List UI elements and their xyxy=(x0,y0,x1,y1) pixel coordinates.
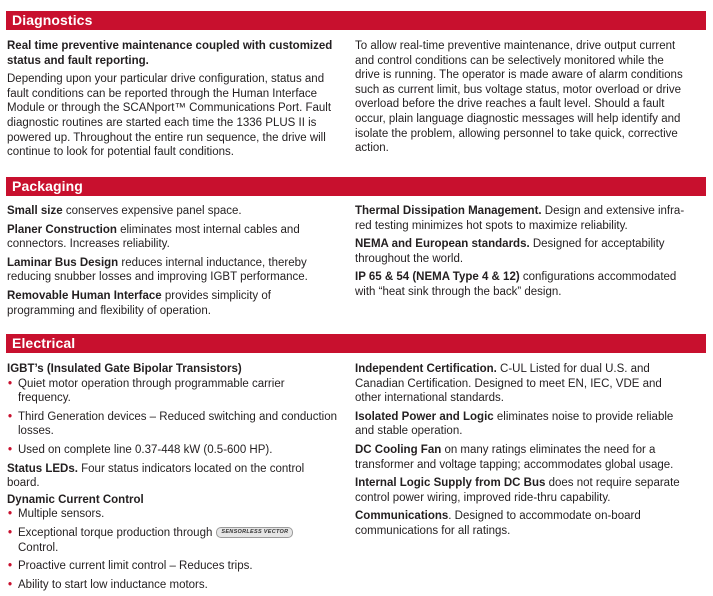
list-item xyxy=(7,578,337,593)
packaging-item xyxy=(7,204,337,219)
packaging-text: Designed for acceptability throughout the world. xyxy=(355,238,665,265)
list-item xyxy=(7,443,337,458)
packaging-term: IP 65 & 54 (NEMA Type 4 & 12) xyxy=(355,271,520,284)
diagnostics-lead: Real time preventive maintenance coupled with customized status and fault reporting. xyxy=(7,40,333,67)
section-header-diagnostics: Diagnostics xyxy=(6,11,706,30)
electrical-term: Communications xyxy=(355,510,449,523)
bullet-text: Exceptional torque production through xyxy=(18,526,213,539)
packaging-item xyxy=(355,237,690,266)
electrical-item xyxy=(355,443,690,472)
diagnostics-left-body: Depending upon your particular drive configuration, status and fault conditions can be reported through the Human Interface Module or through the SCANport™ Communications Port. Fault diagnostic routines are started each time the 1336 PLUS II is powered up. Throughout the entire run sequence, the drive will continue to look for potential fault conditions. xyxy=(7,73,332,159)
electrical-item xyxy=(355,476,690,505)
section-header-packaging: Packaging xyxy=(6,177,706,196)
electrical-term: Internal Logic Supply from DC Bus xyxy=(355,477,546,490)
electrical-term: DC Cooling Fan xyxy=(355,443,442,456)
list-item xyxy=(7,559,337,574)
electrical-term: Independent Certification. xyxy=(355,363,497,375)
bullet-text: Used on complete line 0.37-448 kW (0.5-600 HP). xyxy=(18,443,273,456)
electrical-text: . Designed to accommodate on-board communications for all ratings. xyxy=(355,510,641,537)
bullet-icon: • xyxy=(8,377,13,390)
status-leds-text: Four status indicators located on the control board. xyxy=(7,462,305,490)
bullet-text: Control. xyxy=(18,541,59,554)
electrical-text: C-UL Listed for dual U.S. and Canadian Certification. Designed to meet EN, IEC, VDE and other international standards. xyxy=(355,363,662,405)
electrical-item xyxy=(355,410,690,439)
electrical-item xyxy=(355,509,690,538)
packaging-right-column xyxy=(355,204,690,304)
packaging-text: provides simplicity of programming and flexibility of operation. xyxy=(7,289,271,317)
electrical-term: Isolated Power and Logic xyxy=(355,410,494,423)
list-item xyxy=(7,377,337,406)
electrical-text: eliminates noise to provide reliable and stable operation. xyxy=(355,410,674,438)
diagnostics-right-column xyxy=(355,39,690,160)
bullet-icon: • xyxy=(8,410,13,423)
section-header-electrical: Electrical xyxy=(6,334,706,353)
packaging-text: reduces internal inductance, thereby reducing snubber losses and improving IGBT performance. xyxy=(7,256,308,284)
list-item xyxy=(7,507,337,522)
top-edge xyxy=(6,0,706,1)
bullet-text: Third Generation devices – Reduced switching and conduction losses. xyxy=(18,410,337,438)
bullet-icon: • xyxy=(8,443,13,456)
packaging-text: conserves expensive panel space. xyxy=(62,205,242,217)
packaging-term: NEMA and European standards. xyxy=(355,238,530,251)
electrical-text: on many ratings eliminates the need for a transformer and voltage tapping; accommodates global usage. xyxy=(355,443,674,471)
packaging-term: Planer Construction xyxy=(7,223,117,236)
bullet-text: Multiple sensors. xyxy=(18,508,105,521)
packaging-text: Design and extensive infra-red testing minimizes hot spots to maximize reliability. xyxy=(355,205,685,232)
status-leds-term: Status LEDs. xyxy=(7,462,78,475)
packaging-term: Removable Human Interface xyxy=(7,289,162,302)
packaging-text: eliminates most internal cables and connectors. Increases reliability. xyxy=(7,223,300,251)
bullet-text: Quiet motor operation through programmable carrier frequency. xyxy=(18,377,285,405)
status-leds-item xyxy=(7,462,337,491)
bullet-text: Ability to start low inductance motors. xyxy=(18,578,208,591)
igbt-heading: IGBT’s (Insulated Gate Bipolar Transistors) xyxy=(7,363,242,375)
packaging-item xyxy=(355,270,690,299)
packaging-item xyxy=(355,204,690,233)
packaging-term: Thermal Dissipation Management. xyxy=(355,205,542,217)
packaging-text: configurations accommodated with “heat sink through the back” design. xyxy=(355,271,677,298)
dynamic-current-control-heading: Dynamic Current Control xyxy=(7,493,144,506)
list-item xyxy=(7,410,337,439)
dcc-bullet-list xyxy=(7,507,337,592)
bullet-icon: • xyxy=(8,560,13,573)
electrical-text: does not require separate control power wiring, improved ride-thru capability. xyxy=(355,477,680,504)
sensorless-vector-logo: SENSORLESS VECTOR xyxy=(216,527,293,538)
electrical-item xyxy=(355,362,690,406)
packaging-item xyxy=(7,289,337,318)
igbt-bullet-list xyxy=(7,377,337,458)
bullet-icon: • xyxy=(8,578,13,591)
diagnostics-left-column xyxy=(7,39,337,164)
packaging-item xyxy=(7,223,337,252)
bullet-icon: • xyxy=(8,526,13,539)
bullet-icon: • xyxy=(8,508,13,521)
diagnostics-right-body: To allow real-time preventive maintenance, drive output current and control conditions can be selectively monitored while the drive is running. The operator is made aware of alarm conditions such as current limit, bus voltage status, motor overload or drive overload before the drive reaches a fault level. Should a fault occur, plain language diagnostic messages will help identify and isolate the problem, allowing personnel to take quick, corrective action. xyxy=(355,40,683,155)
packaging-term: Laminar Bus Design xyxy=(7,256,119,269)
packaging-term: Small size xyxy=(7,205,63,217)
packaging-item xyxy=(7,256,337,285)
list-item xyxy=(7,526,337,555)
bullet-text: Proactive current limit control – Reduces trips. xyxy=(18,560,253,573)
electrical-left-column xyxy=(7,362,337,596)
packaging-left-column xyxy=(7,204,337,322)
electrical-right-column xyxy=(355,362,690,543)
